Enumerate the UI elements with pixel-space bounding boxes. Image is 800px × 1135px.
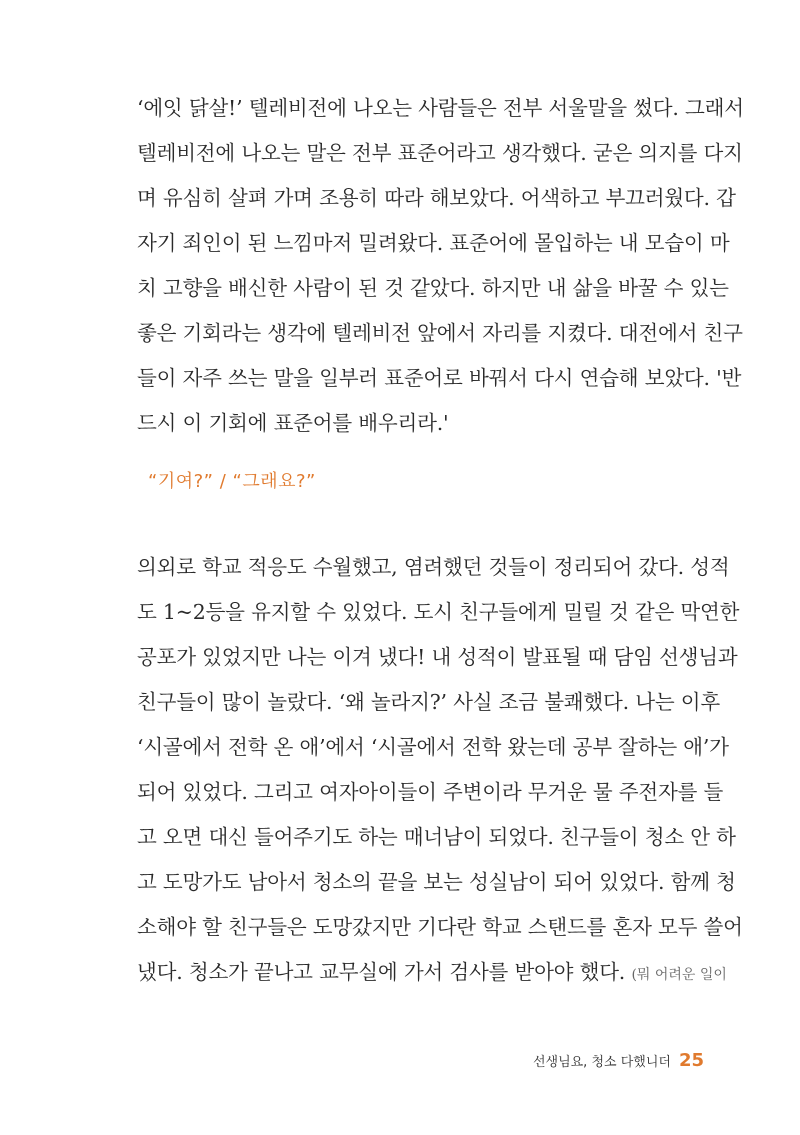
paragraph-2 (137, 545, 743, 995)
text-line: 공포가 있었지만 나는 이겨 냈다! 내 성적이 발표될 때 담임 선생님과 (137, 645, 738, 669)
text-line: ‘시골에서 전학 온 애’에서 ‘시골에서 전학 왔는데 공부 잘하는 애’가 (137, 735, 729, 759)
text-line: 좋은 기회라는 생각에 텔레비전 앞에서 자리를 지켰다. 대전에서 친구 (137, 321, 743, 345)
running-title: 선생님요, 청소 다했니더 (532, 1055, 671, 1070)
text-line: 드시 이 기회에 표준어를 배우리라.' (137, 411, 449, 435)
text-line: 고 오면 대신 들어주기도 하는 매너남이 되었다. 친구들이 청소 안 하 (137, 825, 736, 849)
text-line: 되어 있었다. 그리고 여자아이들이 주변이라 무거운 물 주전자를 들 (137, 780, 724, 804)
text-line: 의외로 학교 적응도 수월했고, 염려했던 것들이 정리되어 갔다. 성적 (137, 555, 730, 579)
text-line: 들이 자주 쓰는 말을 일부러 표준어로 바꿔서 다시 연습해 보았다. '반 (137, 366, 742, 390)
text-line-main: 냈다. 청소가 끝나고 교무실에 가서 검사를 받아야 했다. (137, 960, 626, 984)
text-line-final (137, 950, 727, 995)
text-line: 텔레비전에 나오는 말은 전부 표준어라고 생각했다. 굳은 의지를 다지 (137, 141, 743, 165)
page-footer (533, 1050, 704, 1071)
text-line: 도 1~2등을 유지할 수 있었다. 도시 친구들에게 밀릴 것 같은 막연한 (137, 600, 740, 624)
text-line: 친구들이 많이 놀랐다. ‘왜 놀라지?’ 사실 조금 불쾌했다. 나는 이후 (137, 690, 720, 714)
text-line: 치 고향을 배신한 사람이 된 것 같았다. 하지만 내 삶을 바꿀 수 있는 (137, 276, 729, 300)
aside-note: (뭐 어려운 일이 (631, 967, 727, 983)
paragraph-1 (137, 86, 744, 446)
text-line: 며 유심히 살펴 가며 조용히 따라 해보았다. 어색하고 부끄러웠다. 갑 (137, 186, 736, 210)
page-number: 25 (678, 1050, 704, 1071)
text-line: ‘에잇 닭살!’ 텔레비전에 나오는 사람들은 전부 서울말을 썼다. 그래서 (137, 96, 744, 120)
text-line: 고 도망가도 남아서 청소의 끝을 보는 성실남이 되어 있었다. 함께 청 (137, 870, 736, 894)
text-line: 소해야 할 친구들은 도망갔지만 기다란 학교 스탠드를 혼자 모두 쓸어 (137, 915, 743, 939)
text-line: 자기 죄인이 된 느낌마저 밀려왔다. 표준어에 몰입하는 내 모습이 마 (137, 231, 730, 255)
section-subheading: “기여?” / “그래요?” (148, 471, 316, 492)
